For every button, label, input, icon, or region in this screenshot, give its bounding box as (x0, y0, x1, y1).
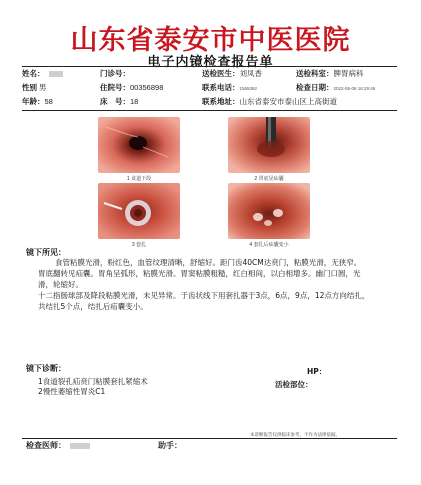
info-row-3 (22, 95, 397, 109)
inpatient-no-label: 住院号： (100, 83, 130, 92)
patient-name-field (22, 67, 94, 81)
sex-field (22, 81, 94, 95)
referring-doctor-field (202, 67, 294, 81)
exam-date-label: 检查日期： (296, 83, 334, 92)
findings-label: 镜下所见： (26, 248, 66, 257)
phone-label: 联系电话： (202, 83, 240, 92)
bed-field (100, 95, 200, 109)
diagnosis-text (38, 377, 268, 397)
endoscopy-image-2 (228, 117, 310, 173)
diagnosis-item-1: 1食道裂孔疝贲门粘膜套扎紧缩术 (38, 377, 148, 386)
findings-text (38, 257, 373, 312)
image-caption-3: 3 套扎 (131, 242, 147, 248)
findings-line-3: 十二指肠球部及降段粘膜光滑，未见异常。于齿状线下用套扎器于3点，6点，9点，12点方向结扎，共结扎5个点，结扎后疝囊变小。 (38, 291, 370, 311)
clinic-no-label: 门诊号： (100, 69, 130, 78)
info-divider (22, 110, 397, 111)
address-field (202, 95, 397, 109)
exam-date-field (296, 81, 397, 96)
referring-dept-label: 送检科室： (296, 69, 334, 78)
inpatient-no-value: 00356898 (130, 83, 164, 92)
referring-dept-field (296, 67, 397, 81)
sex-label: 性别 (22, 83, 37, 92)
endoscopy-image-1 (98, 117, 180, 173)
patient-name-label: 姓名： (22, 69, 45, 78)
bed-label: 床 号： (100, 97, 130, 106)
image-caption-1: 1 食道下段 (126, 176, 152, 182)
sex-value: 男 (38, 83, 47, 92)
examiner-field (26, 440, 146, 452)
phone-field (202, 81, 294, 96)
address-value: 山东省泰安市泰山区上高街道 (239, 97, 337, 106)
findings-line-1: 食管粘膜光滑，粉红色，血管纹理清晰，舒缩好。距门齿40CM达贲门，粘膜光滑，无狭窄。 (55, 258, 362, 267)
referring-doctor-value: 刘凤香 (239, 69, 262, 78)
endoscopy-image-3 (98, 183, 180, 239)
age-value: 58 (44, 97, 53, 106)
inpatient-no-field (100, 81, 200, 95)
exam-date-value: 2022-06-06 16:29:46 (333, 86, 376, 91)
hp-label: HP： (307, 367, 327, 376)
redacted-examiner (70, 443, 90, 449)
patient-info-grid (22, 67, 397, 109)
bed-value: 18 (130, 97, 139, 106)
address-label: 联系地址： (202, 97, 240, 106)
report-title: 电子内镜检查报告单 (147, 55, 274, 70)
assistant-label: 助手： (158, 441, 182, 450)
biopsy-site-label: 活检部位： (275, 380, 313, 389)
referring-doctor-label: 送检医生： (202, 69, 240, 78)
info-row-1 (22, 67, 397, 81)
info-row-2 (22, 81, 397, 95)
disclaimer-note: 本诊断报告仅供临床参考，不作为法律依据。 (250, 432, 340, 437)
diagnosis-item-2: 2慢性萎缩性胃炎C1 (38, 387, 106, 396)
image-caption-4: 4 套扎后疝囊变小 (249, 242, 289, 248)
image-caption-2: 2 胃底见疝囊 (254, 176, 284, 182)
hospital-name: 山东省泰安市中医医院 (70, 25, 351, 56)
clinic-no-field (100, 67, 200, 81)
referring-dept-value: 脾胃病科 (333, 69, 364, 78)
assistant-field (158, 440, 278, 452)
redacted-name (49, 71, 63, 77)
footer-signatures (22, 440, 397, 452)
age-label: 年龄： (22, 97, 45, 106)
footer-divider (22, 438, 397, 439)
endoscopy-image-4 (228, 183, 310, 239)
findings-line-2: 胃底翻转见疝囊。胃角呈弧形，粘膜光滑。胃窦粘膜粗糙，红白相间，以白相增多。幽门口圆，光滑，轮缩好。 (38, 269, 361, 289)
phone-value: 1565392 (239, 86, 258, 91)
examiner-label: 检查医师： (26, 441, 66, 450)
age-field (22, 95, 94, 109)
diagnosis-label: 镜下诊断： (26, 364, 66, 373)
